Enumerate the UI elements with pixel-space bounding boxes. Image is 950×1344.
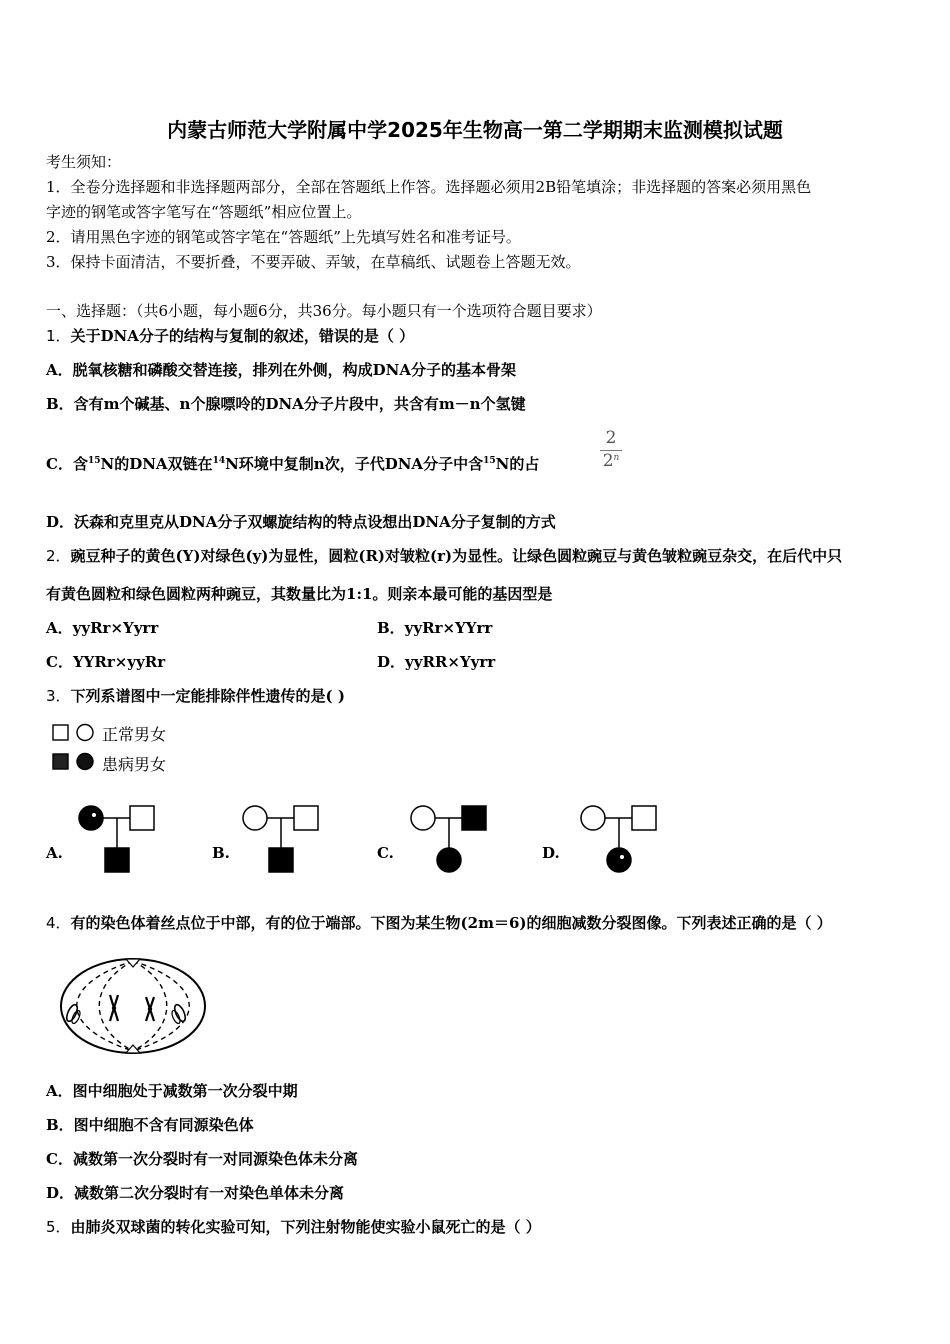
q1-number: 1． [46,327,71,345]
q5-stem: 5．由肺炎双球菌的转化实验可知，下列注射物能使实验小鼠死亡的是（ ） [46,1218,541,1236]
notice-line-3: 3．保持卡面清洁，不要折叠，不要弄破、弄皱，在草稿纸、试题卷上答题无效。 [46,253,581,271]
q1-c-mid2: N环境中复制n次，子代DNA分子中含 [225,455,484,473]
normal-male-icon [53,725,68,740]
q4-number: 4． [46,914,71,932]
normal-mother-icon [581,806,605,830]
affected-mother-icon [79,806,103,830]
q2-number: 2． [46,547,71,565]
q2-option-b: B．yyRr×YYrr [377,619,493,637]
notice-line-1b: 字迹的钢笔或答字笔写在“答题纸”相应位置上。 [46,203,362,221]
normal-father-icon [294,806,318,830]
q2-stem-1: 2．豌豆种子的黄色(Y)对绿色(y)为显性，圆粒(R)对皱粒(r)为显性。让绿色圆粒豌豆与黄色皱粒豌豆杂交，在后代中只 [46,547,843,565]
q1-option-c [46,454,539,474]
normal-mother-icon [243,806,267,830]
q3-option-d-label: D. [542,844,560,862]
q4-option-b: B．图中细胞不含有同源染色体 [46,1116,254,1134]
q4-option-d: D．减数第二次分裂时有一对染色单体未分离 [46,1184,345,1202]
pedigree-b [240,800,330,880]
q5-number: 5． [46,1218,71,1236]
q1-c-fraction [600,428,622,471]
q4-option-c: C．减数第一次分裂时有一对同源染色体未分离 [46,1150,358,1168]
fraction-numerator: 2 [605,428,617,448]
notice-heading: 考生须知： [46,153,122,171]
q1-option-b: B．含有m个碱基、n个腺嘌呤的DNA分子片段中，共含有m－n个氢键 [46,395,526,413]
q3-option-a-label: A. [46,844,63,862]
q3-option-c-label: C. [377,844,394,862]
q1-stem [46,326,414,346]
q3-number: 3． [46,687,71,705]
q2-option-c: C．YYRr×yyRr [46,653,166,671]
section-heading: 一、选择题：（共6小题，每小题6分，共36分。每小题只有一个选项符合题目要求） [46,302,602,320]
q4-stem: 4．有的染色体着丝点位于中部，有的位于端部。下图为某生物(2m＝6)的细胞减数分裂图像。下列表述正确的是（ ） [46,914,832,932]
cell-membrane [61,959,205,1053]
affected-daughter-icon [607,848,631,872]
q2-option-d: D．yyRR×Yyrr [377,653,496,671]
legend-symbols [52,722,102,772]
affected-daughter-icon [437,848,461,872]
q1-stem-text: 关于DNA分子的结构与复制的叙述，错误的是（ ） [70,327,415,345]
q3-option-b-label: B. [212,844,230,862]
normal-father-icon [130,806,154,830]
exam-title: 内蒙古师范大学附属中学2025年生物高一第二学期期末监测模拟试题 [167,118,783,142]
spindle-fiber [77,961,133,1051]
normal-female-icon [77,725,93,741]
legend-affected-label: 患病男女 [102,755,167,774]
q1-option-d: D．沃森和克里克从DNA分子双螺旋结构的特点设想出DNA分子复制的方式 [46,513,556,531]
q2-stem-2: 有黄色圆粒和绿色圆粒两种豌豆，其数量比为1:1。则亲本最可能的基因型是 [46,585,553,603]
affected-father-icon [462,806,486,830]
normal-mother-icon [411,806,435,830]
affected-son-icon [269,848,293,872]
centrosome-top [126,959,140,967]
cell-division-diagram [58,955,210,1059]
pedigree-d [578,800,668,880]
q1-option-a: A．脱氧核糖和磷酸交替连接，排列在外侧，构成DNA分子的基本骨架 [46,361,516,379]
affected-son-icon [105,848,129,872]
notice-line-1a: 1．全卷分选择题和非选择题两部分，全部在答题纸上作答。选择题必须用2B铅笔填涂；非选择题的答案必须用黑色 [46,178,812,196]
notice-line-2: 2．请用黑色字迹的钢笔或答字笔在“答题纸”上先填写姓名和准考证号。 [46,228,521,246]
q1-c-sup3: 15 [483,456,496,466]
pedigree-c [408,800,498,880]
q4-option-a: A．图中细胞处于减数第一次分裂中期 [46,1082,298,1100]
affected-male-icon [53,754,68,769]
pedigree-a [76,800,166,880]
q1-c-sup1: 15 [87,456,101,466]
affected-female-icon [77,754,93,770]
q1-c-sup2: 14 [212,456,226,466]
normal-father-icon [632,806,656,830]
legend-normal-label: 正常男女 [102,725,167,744]
spindle-fiber [99,961,133,1051]
q1-c-post: N的占 [495,455,540,473]
q3-stem: 3．下列系谱图中一定能排除伴性遗传的是( ) [46,687,345,705]
fraction-denominator: 2$^n$ [600,450,622,471]
q2-option-a: A．yyRr×Yyrr [46,619,159,637]
q1-c-mid1: N的DNA双链在 [100,455,213,473]
q1-c-pre: C．含 [46,455,88,473]
